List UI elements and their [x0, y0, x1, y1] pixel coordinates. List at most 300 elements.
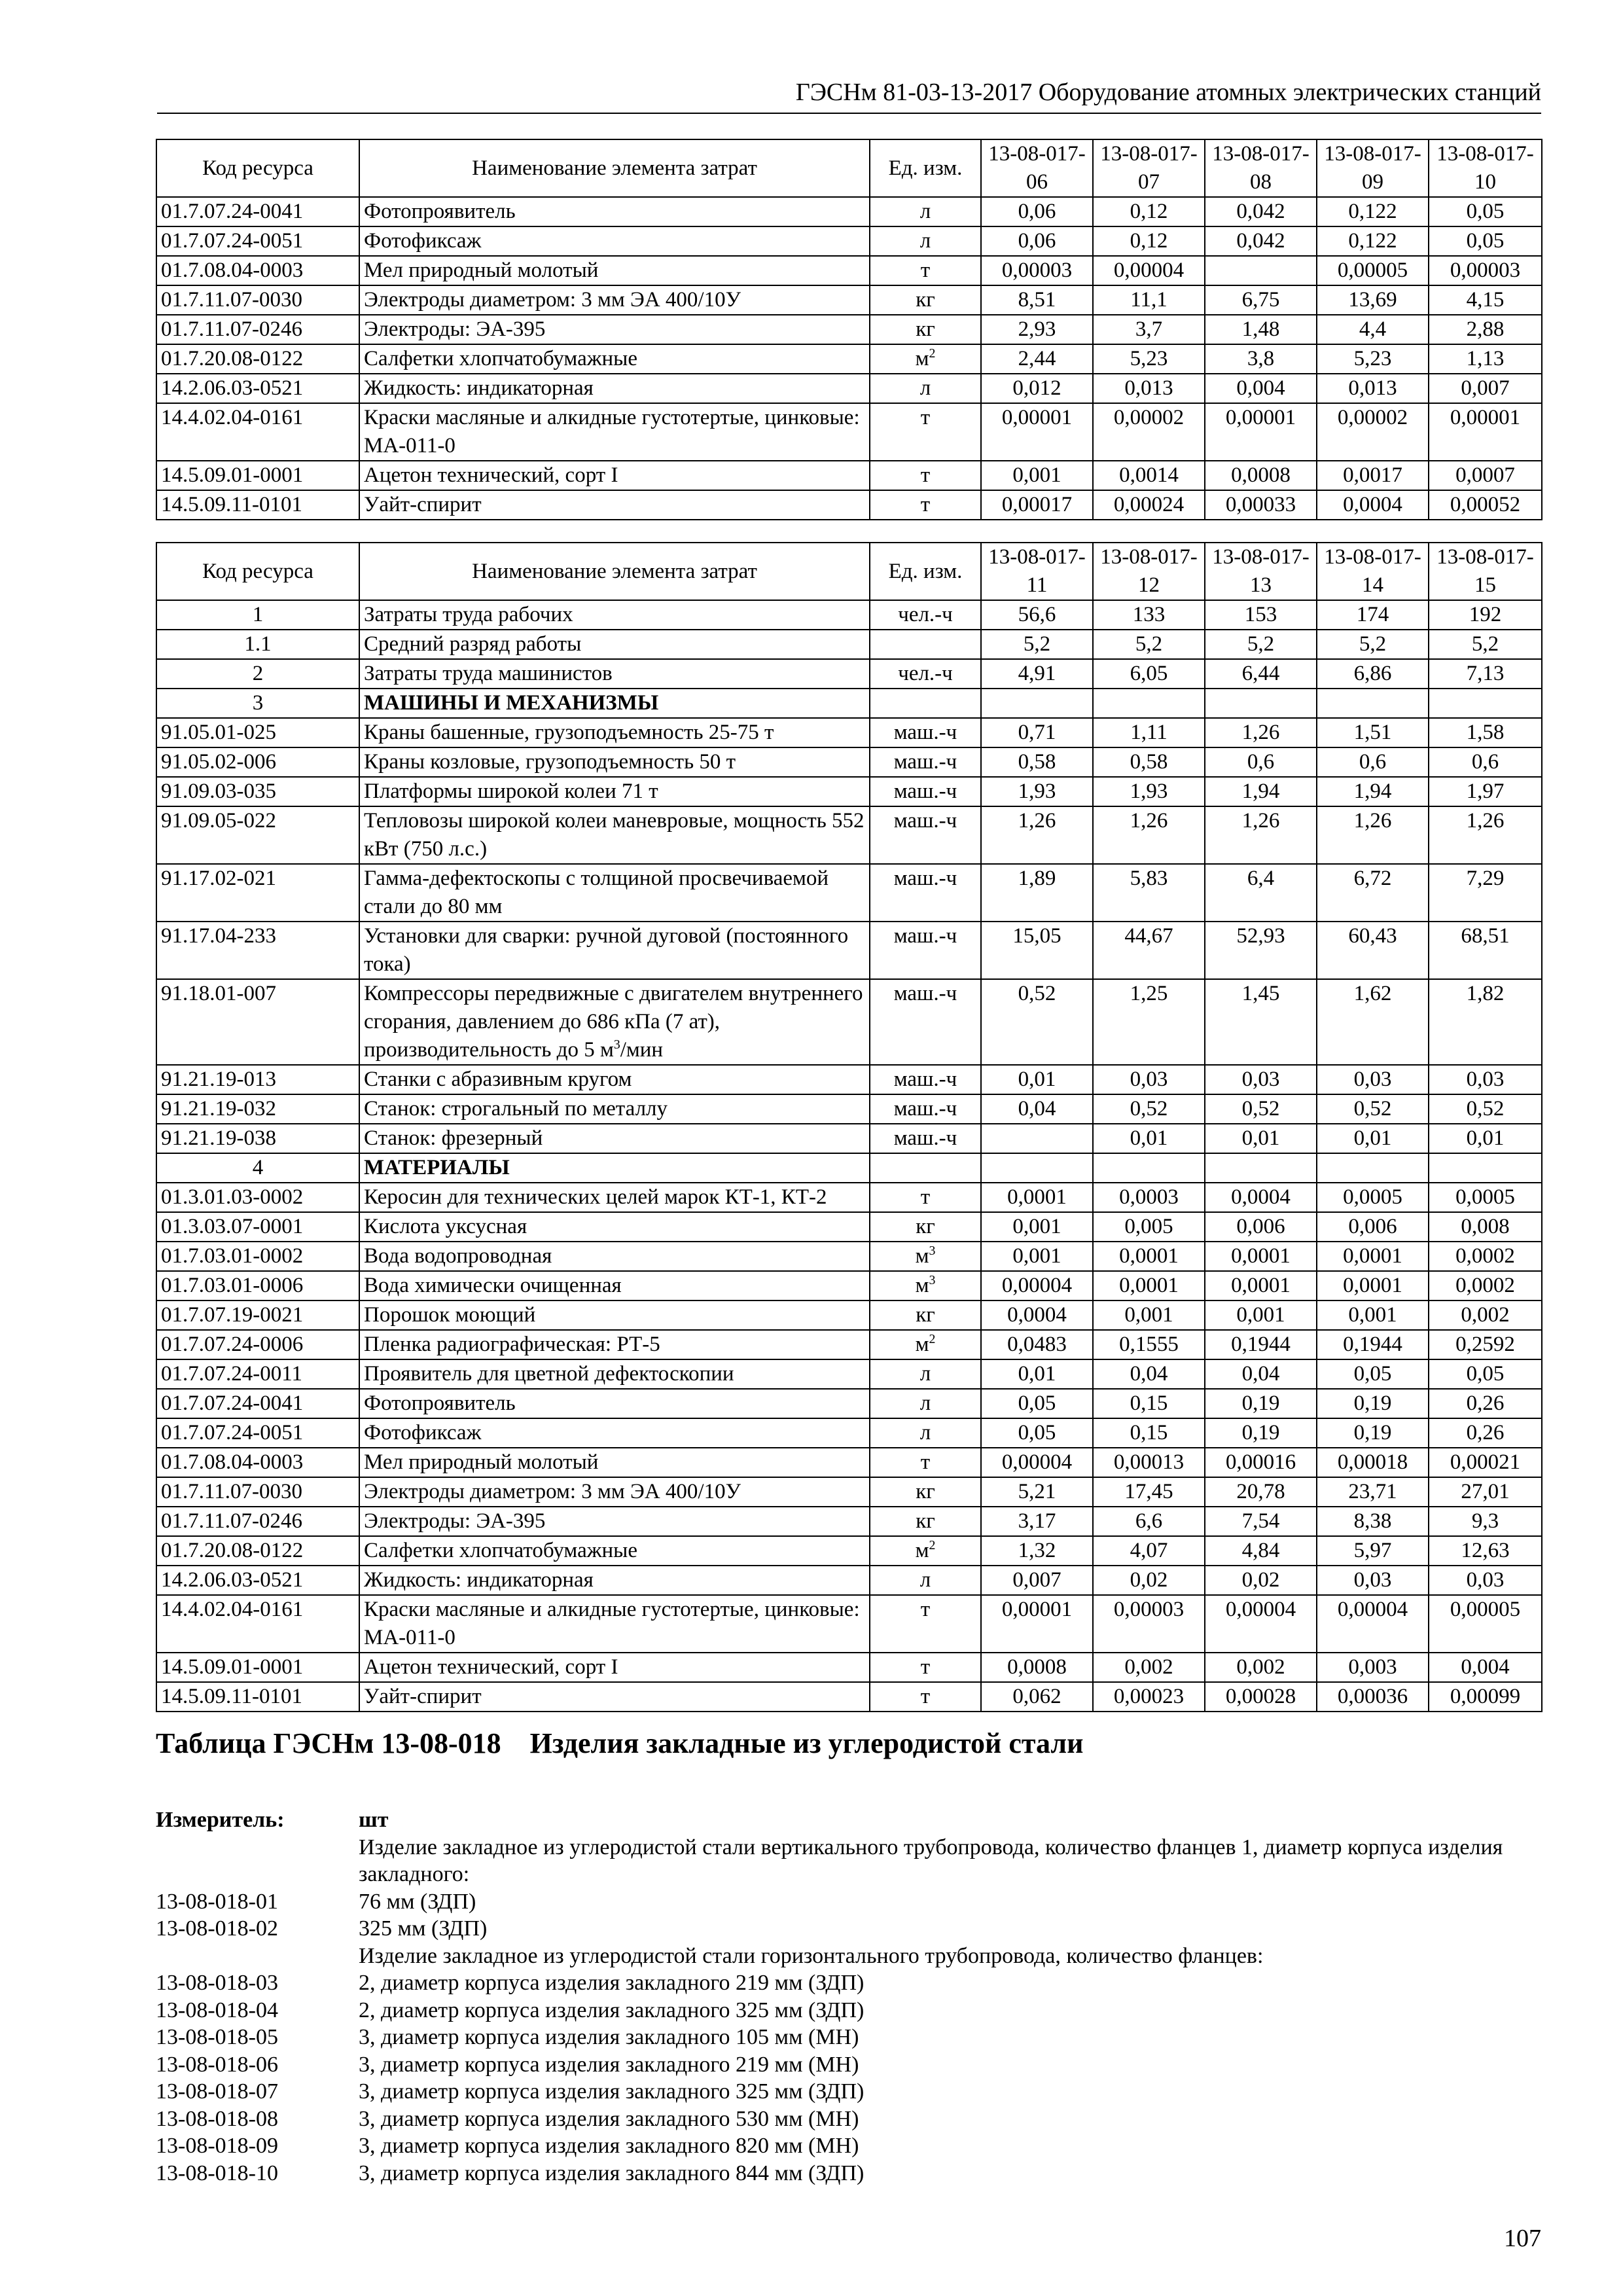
value-cell: 0,0004: [1205, 1183, 1317, 1212]
resource-name: Станок: фрезерный: [359, 1124, 870, 1153]
value-cell: 0,007: [1429, 374, 1542, 403]
value-cell: 0,006: [1205, 1212, 1317, 1242]
value-cell: 0,0003: [1093, 1183, 1205, 1212]
value-cell: 0,01: [1429, 1124, 1542, 1153]
table-row: [156, 1477, 1542, 1507]
norm-code: 13-08-018-03: [156, 1971, 278, 1995]
value-cell: 1,45: [1205, 979, 1317, 1065]
value-cell: 44,67: [1093, 922, 1205, 979]
resource-name: Ацетон технический, сорт I: [359, 1653, 870, 1682]
resource-code: 3: [156, 689, 359, 718]
value-cell: 0,00001: [1205, 403, 1317, 461]
value-cell: 12,63: [1429, 1536, 1542, 1566]
value-cell: 153: [1205, 600, 1317, 630]
unit-cell: маш.-ч: [870, 1065, 981, 1094]
value-cell: 0,0014: [1093, 461, 1205, 490]
resource-code: 01.7.07.24-0051: [156, 1418, 359, 1448]
value-cell: 0,00003: [981, 256, 1093, 285]
resource-code: 91.09.03-035: [156, 777, 359, 806]
header-cell: 13-08-017-08: [1205, 139, 1317, 197]
resource-code: 91.09.05-022: [156, 806, 359, 864]
value-cell: 0,02: [1205, 1566, 1317, 1595]
header-cell: 13-08-017-12: [1093, 543, 1205, 600]
resource-name: Электроды: ЭА-395: [359, 1507, 870, 1536]
unit-cell: кг: [870, 285, 981, 315]
resource-name: МАШИНЫ И МЕХАНИЗМЫ: [359, 689, 870, 718]
value-cell: 0,00002: [1093, 403, 1205, 461]
value-cell: 0,007: [981, 1566, 1093, 1595]
norm-description: Изделие закладное из углеродистой стали горизонтального трубопровода, количество фланцев:: [359, 1943, 1264, 1968]
unit-cell: маш.-ч: [870, 718, 981, 747]
resource-name: Мел природный молотый: [359, 1448, 870, 1477]
resource-name: Уайт-спирит: [359, 490, 870, 520]
value-cell: 0,04: [981, 1094, 1093, 1124]
value-cell: 0,01: [981, 1359, 1093, 1389]
value-cell: 1,93: [981, 777, 1093, 806]
unit-cell: т: [870, 403, 981, 461]
measure-line: [156, 2160, 1541, 2187]
norm-code: 13-08-018-10: [156, 2161, 278, 2185]
resource-name: Краски масляные и алкидные густотертые, цинковые: МА-011-0: [359, 1595, 870, 1653]
value-cell: 6,4: [1205, 864, 1317, 922]
table-row: [156, 256, 1542, 285]
value-cell: 1,62: [1317, 979, 1429, 1065]
value-cell: 192: [1429, 600, 1542, 630]
resource-code: 14.5.09.01-0001: [156, 1653, 359, 1682]
value-cell: 0,001: [981, 461, 1093, 490]
norm-description: 3, диаметр корпуса изделия закладного 820 мм (МН): [359, 2134, 859, 2158]
norm-description: 3, диаметр корпуса изделия закладного 105 мм (МН): [359, 2025, 859, 2049]
value-cell: 0,0004: [1317, 490, 1429, 520]
measure-block: [156, 1806, 1541, 2187]
value-cell: [1317, 689, 1429, 718]
resource-name: Жидкость: индикаторная: [359, 1566, 870, 1595]
value-cell: 0,52: [981, 979, 1093, 1065]
resource-name: Электроды диаметром: 3 мм ЭА 400/10У: [359, 1477, 870, 1507]
table-row: [156, 806, 1542, 864]
value-cell: 0,04: [1205, 1359, 1317, 1389]
value-cell: 174: [1317, 600, 1429, 630]
value-cell: 0,00005: [1317, 256, 1429, 285]
norm-code: [156, 1834, 359, 1888]
value-cell: 2,44: [981, 344, 1093, 374]
value-cell: 27,01: [1429, 1477, 1542, 1507]
resource-code: 91.17.02-021: [156, 864, 359, 922]
table-row: [156, 1566, 1542, 1595]
value-cell: 11,1: [1093, 285, 1205, 315]
value-cell: 3,7: [1093, 315, 1205, 344]
resource-code: 01.7.20.08-0122: [156, 1536, 359, 1566]
header-cell: Наименование элемента затрат: [359, 543, 870, 600]
value-cell: 0,00001: [981, 403, 1093, 461]
value-cell: 0,042: [1205, 197, 1317, 226]
value-cell: 0,00021: [1429, 1448, 1542, 1477]
value-cell: 0,0001: [1205, 1271, 1317, 1300]
value-cell: 0,04: [1093, 1359, 1205, 1389]
value-cell: 0,26: [1429, 1418, 1542, 1448]
value-cell: 0,26: [1429, 1389, 1542, 1418]
header-cell: 13-08-017-15: [1429, 543, 1542, 600]
table-row: [156, 1242, 1542, 1271]
value-cell: 0,05: [1429, 197, 1542, 226]
value-cell: 7,29: [1429, 864, 1542, 922]
table-row: [156, 1065, 1542, 1094]
value-cell: 0,6: [1429, 747, 1542, 777]
value-cell: 0,01: [981, 1065, 1093, 1094]
measure-line: [156, 2132, 1541, 2160]
resource-code: 01.7.11.07-0246: [156, 315, 359, 344]
measure-line: [156, 1915, 1541, 1943]
value-cell: 5,21: [981, 1477, 1093, 1507]
value-cell: 0,0001: [1317, 1242, 1429, 1271]
value-cell: 1,26: [1205, 718, 1317, 747]
table-row: [156, 1271, 1542, 1300]
resource-code: 14.2.06.03-0521: [156, 374, 359, 403]
value-cell: 0,01: [1093, 1124, 1205, 1153]
value-cell: 8,38: [1317, 1507, 1429, 1536]
value-cell: 0,001: [1093, 1300, 1205, 1330]
resource-code: 01.7.07.24-0051: [156, 226, 359, 256]
resource-code: 4: [156, 1153, 359, 1183]
unit-cell: кг: [870, 1212, 981, 1242]
value-cell: 60,43: [1317, 922, 1429, 979]
table-row: [156, 979, 1542, 1065]
measure-lines: [156, 1834, 1541, 2187]
unit-cell: л: [870, 374, 981, 403]
table-row: [156, 1124, 1542, 1153]
measure-line: [156, 2024, 1541, 2051]
unit-cell: т: [870, 1653, 981, 1682]
norm-code: 13-08-018-02: [156, 1916, 278, 1941]
value-cell: 4,07: [1093, 1536, 1205, 1566]
value-cell: 9,3: [1429, 1507, 1542, 1536]
measure-line: [156, 1943, 1541, 1970]
resource-code: 01.7.07.24-0041: [156, 1389, 359, 1418]
resource-table-1: [156, 139, 1543, 520]
resource-name: Фотофиксаж: [359, 226, 870, 256]
header-cell: Ед. изм.: [870, 543, 981, 600]
value-cell: 0,15: [1093, 1418, 1205, 1448]
value-cell: 0,0017: [1317, 461, 1429, 490]
unit-cell: т: [870, 461, 981, 490]
value-cell: 1,26: [1317, 806, 1429, 864]
resource-code: 01.7.11.07-0246: [156, 1507, 359, 1536]
unit-cell: л: [870, 1359, 981, 1389]
value-cell: [1093, 1153, 1205, 1183]
value-cell: 0,008: [1429, 1212, 1542, 1242]
unit-cell: кг: [870, 1477, 981, 1507]
norm-code: 13-08-018-07: [156, 2079, 278, 2104]
resource-code: 01.7.03.01-0006: [156, 1271, 359, 1300]
unit-cell: маш.-ч: [870, 1124, 981, 1153]
value-cell: 4,15: [1429, 285, 1542, 315]
unit-cell: $м^2$: [870, 344, 981, 374]
table-row: [156, 777, 1542, 806]
table-row: [156, 403, 1542, 461]
unit-cell: маш.-ч: [870, 1094, 981, 1124]
value-cell: 68,51: [1429, 922, 1542, 979]
unit-cell: маш.-ч: [870, 864, 981, 922]
value-cell: 5,23: [1317, 344, 1429, 374]
norm-description: Изделие закладное из углеродистой стали вертикального трубопровода, количество фланцев 1, диаметр корпуса изделия закладного:: [359, 1835, 1503, 1886]
table-header-row: [156, 139, 1542, 197]
value-cell: 0,03: [1205, 1065, 1317, 1094]
page-number: 107: [1504, 2225, 1541, 2252]
value-cell: 0,00004: [1317, 1595, 1429, 1653]
resource-code: 91.21.19-032: [156, 1094, 359, 1124]
value-cell: 0,001: [1317, 1300, 1429, 1330]
unit-cell: $м^3$: [870, 1242, 981, 1271]
unit-cell: $м^2$: [870, 1536, 981, 1566]
table-header-row: [156, 543, 1542, 600]
resource-name: Фотофиксаж: [359, 1418, 870, 1448]
resource-code: 01.7.20.08-0122: [156, 344, 359, 374]
value-cell: 0,0001: [1093, 1242, 1205, 1271]
table-row: [156, 1595, 1542, 1653]
value-cell: 1,48: [1205, 315, 1317, 344]
unit-cell: маш.-ч: [870, 922, 981, 979]
table-row: [156, 1212, 1542, 1242]
header-cell: 13-08-017-14: [1317, 543, 1429, 600]
value-cell: 17,45: [1093, 1477, 1205, 1507]
value-cell: 0,00024: [1093, 490, 1205, 520]
value-cell: 0,00004: [981, 1448, 1093, 1477]
unit-cell: $м^3$: [870, 1271, 981, 1300]
value-cell: 6,44: [1205, 659, 1317, 689]
value-cell: 1,26: [1205, 806, 1317, 864]
value-cell: 6,6: [1093, 1507, 1205, 1536]
value-cell: 0,1555: [1093, 1330, 1205, 1359]
value-cell: 0,52: [1205, 1094, 1317, 1124]
running-header: [157, 73, 1541, 114]
unit-cell: маш.-ч: [870, 747, 981, 777]
value-cell: 8,51: [981, 285, 1093, 315]
value-cell: 20,78: [1205, 1477, 1317, 1507]
header-cell: Ед. изм.: [870, 139, 981, 197]
measure-line: [156, 2078, 1541, 2106]
table-title: [156, 1725, 1083, 1762]
measure-line: [156, 1888, 1541, 1916]
header-cell: 13-08-017-07: [1093, 139, 1205, 197]
resource-name: Кислота уксусная: [359, 1212, 870, 1242]
unit-cell: кг: [870, 1300, 981, 1330]
norm-code: 13-08-018-05: [156, 2025, 278, 2049]
value-cell: 6,75: [1205, 285, 1317, 315]
value-cell: 0,012: [981, 374, 1093, 403]
value-cell: 0,02: [1093, 1566, 1205, 1595]
resource-code: 01.7.11.07-0030: [156, 285, 359, 315]
table-row: [156, 718, 1542, 747]
value-cell: [981, 1153, 1093, 1183]
value-cell: 13,69: [1317, 285, 1429, 315]
value-cell: 0,00005: [1429, 1595, 1542, 1653]
table-row: [156, 747, 1542, 777]
value-cell: 0,05: [1317, 1359, 1429, 1389]
value-cell: 0,002: [1205, 1653, 1317, 1682]
resource-name: Платформы широкой колеи 71 т: [359, 777, 870, 806]
value-cell: 0,1944: [1317, 1330, 1429, 1359]
value-cell: 0,00023: [1093, 1682, 1205, 1712]
unit-cell: [870, 630, 981, 659]
resource-name: Вода водопроводная: [359, 1242, 870, 1271]
value-cell: [1429, 689, 1542, 718]
value-cell: 0,00036: [1317, 1682, 1429, 1712]
resource-name: Вода химически очищенная: [359, 1271, 870, 1300]
value-cell: 0,002: [1429, 1300, 1542, 1330]
value-cell: 6,05: [1093, 659, 1205, 689]
value-cell: 0,004: [1205, 374, 1317, 403]
value-cell: 6,72: [1317, 864, 1429, 922]
unit-cell: кг: [870, 315, 981, 344]
value-cell: 0,00003: [1429, 256, 1542, 285]
resource-code: 91.05.02-006: [156, 747, 359, 777]
norm-code: 13-08-018-09: [156, 2134, 278, 2158]
table-row: [156, 864, 1542, 922]
resource-name: Гамма-дефектоскопы с толщиной просвечиваемой стали до 80 мм: [359, 864, 870, 922]
resource-name: Пленка радиографическая: РТ-5: [359, 1330, 870, 1359]
value-cell: 3,8: [1205, 344, 1317, 374]
value-cell: 0,00003: [1093, 1595, 1205, 1653]
value-cell: 0,0002: [1429, 1242, 1542, 1271]
value-cell: 0,6: [1205, 747, 1317, 777]
resource-name: Затраты труда рабочих: [359, 600, 870, 630]
value-cell: 15,05: [981, 922, 1093, 979]
value-cell: 0,0001: [1093, 1271, 1205, 1300]
value-cell: 0,006: [1317, 1212, 1429, 1242]
table-row: [156, 1418, 1542, 1448]
resource-code: 14.5.09.11-0101: [156, 1682, 359, 1712]
value-cell: 0,005: [1093, 1212, 1205, 1242]
table-row: [156, 1300, 1542, 1330]
measure-line: [156, 2051, 1541, 2079]
value-cell: 0,00017: [981, 490, 1093, 520]
value-cell: 2,93: [981, 315, 1093, 344]
header-cell: 13-08-017-09: [1317, 139, 1429, 197]
measure-line: [156, 1834, 1541, 1888]
value-cell: 0,03: [1429, 1065, 1542, 1094]
value-cell: 0,0005: [1429, 1183, 1542, 1212]
resource-name: Салфетки хлопчатобумажные: [359, 1536, 870, 1566]
resource-name: Станки с абразивным кругом: [359, 1065, 870, 1094]
value-cell: 0,00002: [1317, 403, 1429, 461]
value-cell: 0,19: [1205, 1389, 1317, 1418]
resource-name: Затраты труда машинистов: [359, 659, 870, 689]
unit-cell: т: [870, 256, 981, 285]
value-cell: 0,002: [1093, 1653, 1205, 1682]
value-cell: [981, 689, 1093, 718]
resource-name: Установки для сварки: ручной дуговой (постоянного тока): [359, 922, 870, 979]
value-cell: 0,042: [1205, 226, 1317, 256]
value-cell: 0,122: [1317, 226, 1429, 256]
value-cell: 0,00099: [1429, 1682, 1542, 1712]
unit-cell: т: [870, 1183, 981, 1212]
value-cell: 5,2: [1093, 630, 1205, 659]
value-cell: 0,0004: [981, 1300, 1093, 1330]
unit-cell: т: [870, 1682, 981, 1712]
unit-cell: $м^2$: [870, 1330, 981, 1359]
value-cell: 5,23: [1093, 344, 1205, 374]
value-cell: 0,1944: [1205, 1330, 1317, 1359]
value-cell: 0,03: [1429, 1566, 1542, 1595]
table-row: [156, 315, 1542, 344]
norm-description: 2, диаметр корпуса изделия закладного 219 мм (ЗДП): [359, 1971, 865, 1995]
resource-name: Уайт-спирит: [359, 1682, 870, 1712]
value-cell: 0,004: [1429, 1653, 1542, 1682]
header-cell: 13-08-017-11: [981, 543, 1093, 600]
value-cell: 0,001: [981, 1212, 1093, 1242]
unit-cell: т: [870, 1448, 981, 1477]
value-cell: 0,06: [981, 197, 1093, 226]
running-title: ГЭСНм 81-03-13-2017 Оборудование атомных электрических станций: [795, 79, 1541, 106]
measure-line: [156, 1997, 1541, 2024]
unit-cell: л: [870, 1566, 981, 1595]
unit-cell: [870, 689, 981, 718]
value-cell: 7,54: [1205, 1507, 1317, 1536]
value-cell: 0,0008: [981, 1653, 1093, 1682]
resource-name: Салфетки хлопчатобумажные: [359, 344, 870, 374]
value-cell: 5,83: [1093, 864, 1205, 922]
table-row: [156, 461, 1542, 490]
resource-code: 91.18.01-007: [156, 979, 359, 1065]
table-title-text: Таблица ГЭСНм 13-08-018 Изделия закладные из углеродистой стали: [156, 1727, 1084, 1759]
value-cell: 0,19: [1317, 1389, 1429, 1418]
resource-name: Жидкость: индикаторная: [359, 374, 870, 403]
value-cell: 0,00001: [981, 1595, 1093, 1653]
resource-code: 14.5.09.01-0001: [156, 461, 359, 490]
value-cell: 0,12: [1093, 226, 1205, 256]
value-cell: 0,001: [1205, 1300, 1317, 1330]
resource-code: 01.7.03.01-0002: [156, 1242, 359, 1271]
unit-cell: л: [870, 1418, 981, 1448]
value-cell: 5,97: [1317, 1536, 1429, 1566]
norm-description: 3, диаметр корпуса изделия закладного 219 мм (МН): [359, 2052, 859, 2077]
resource-name: Электроды диаметром: 3 мм ЭА 400/10У: [359, 285, 870, 315]
resource-name: Компрессоры передвижные с двигателем внутреннего сгорания, давлением до 686 кПа (7 ат), производительность до 5 $м^3$/мин: [359, 979, 870, 1065]
value-cell: 0,00004: [981, 1271, 1093, 1300]
unit-cell: маш.-ч: [870, 806, 981, 864]
value-cell: 6,86: [1317, 659, 1429, 689]
value-cell: 0,003: [1317, 1653, 1429, 1682]
table-row: [156, 1330, 1542, 1359]
value-cell: 0,03: [1093, 1065, 1205, 1094]
resource-name: Краны башенные, грузоподъемность 25-75 т: [359, 718, 870, 747]
resource-code: 14.5.09.11-0101: [156, 490, 359, 520]
resource-name: Фотопроявитель: [359, 197, 870, 226]
value-cell: 0,15: [1093, 1389, 1205, 1418]
resource-code: 91.17.04-233: [156, 922, 359, 979]
table-row: [156, 600, 1542, 630]
value-cell: 0,52: [1093, 1094, 1205, 1124]
value-cell: 0,12: [1093, 197, 1205, 226]
value-cell: 0,00016: [1205, 1448, 1317, 1477]
table-row: [156, 285, 1542, 315]
unit-cell: кг: [870, 1507, 981, 1536]
value-cell: 1,26: [1429, 806, 1542, 864]
value-cell: 1,58: [1429, 718, 1542, 747]
table-row: [156, 922, 1542, 979]
value-cell: 56,6: [981, 600, 1093, 630]
resource-code: 91.21.19-013: [156, 1065, 359, 1094]
value-cell: 0,0001: [1205, 1242, 1317, 1271]
unit-cell: л: [870, 226, 981, 256]
value-cell: 1,82: [1429, 979, 1542, 1065]
resource-name: Краны козловые, грузоподъемность 50 т: [359, 747, 870, 777]
table-row: [156, 1682, 1542, 1712]
header-cell: 13-08-017-06: [981, 139, 1093, 197]
value-cell: 0,71: [981, 718, 1093, 747]
value-cell: 23,71: [1317, 1477, 1429, 1507]
table-row: [156, 689, 1542, 718]
